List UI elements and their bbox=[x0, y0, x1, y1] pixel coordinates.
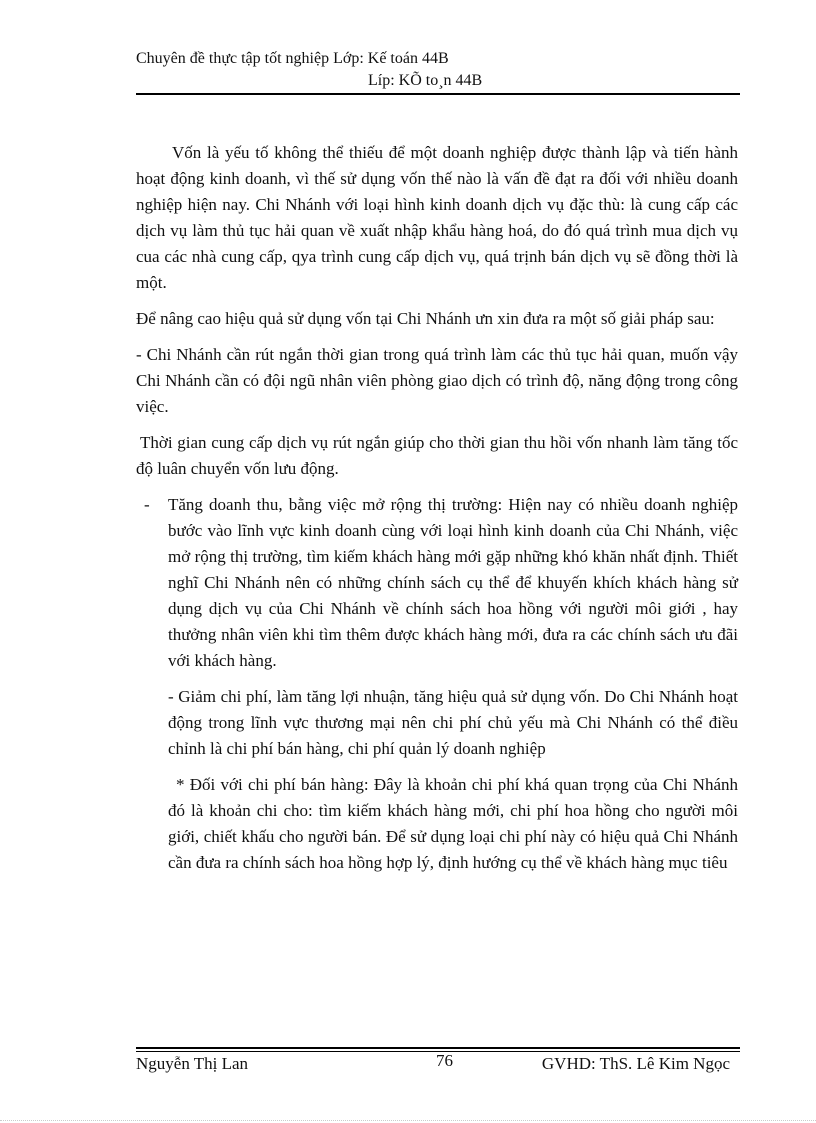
header-class-garbled: Líp: KÕ to¸n 44B bbox=[368, 72, 483, 89]
document-body bbox=[136, 140, 738, 886]
footer-rule bbox=[136, 1047, 740, 1049]
sub-block bbox=[136, 684, 738, 876]
paragraph-reduce-costs: - Giảm chi phí, làm tăng lợi nhuận, tăng hiệu quả sử dụng vốn. Do Chi Nhánh hoạt động trong lĩnh vực thương mại nên chi phí chủ yếu mà Chi Nhánh có thể điều chỉnh là chi phí bán hàng, chi phí quản lý doanh nghiệp bbox=[168, 687, 738, 758]
paragraph-solutions-lead: Để nâng cao hiệu quả sử dụng vốn tại Chi Nhánh ưn xin đưa ra một số giải pháp sau: bbox=[136, 309, 715, 328]
footer-author: Nguyễn Thị Lan bbox=[136, 1054, 249, 1073]
paragraph-capital-turnover: Thời gian cung cấp dịch vụ rút ngắn giúp cho thời gian thu hồi vốn nhanh làm tăng tốc độ luân chuyển vốn lưu động. bbox=[136, 433, 738, 478]
page-header bbox=[136, 48, 740, 92]
paragraph-sales-costs: * Đối với chi phí bán hàng: Đây là khoản chi phí khá quan trọng của Chi Nhánh đó là khoản chi cho: tìm kiếm khách hàng mới, chi phí hoa hồng cho người môi giới, chiết khấu cho người bán. Để sử dụng loại chi phí này có hiệu quả Chi Nhánh cần đưa ra chính sách hoa hồng hợp lý, định hướng cụ thể về khách hàng mục tiêu bbox=[168, 775, 738, 872]
page-footer bbox=[136, 1051, 740, 1078]
bullet-text: Tăng doanh thu, bằng việc mở rộng thị trường: Hiện nay có nhiều doanh nghiệp bước vào lĩnh vực kinh doanh cùng với loại hình kinh doanh của Chi Nhánh, việc mở rộng thị trường, tìm kiếm khách hàng mới gặp những khó khăn nhất định. Thiết nghĩ Chi Nhánh nên có những chính sách cụ thể để khuyến khích khách hàng sử dụng dịch vụ của Chi Nhánh về chính sách hoa hồng với người môi giới , hay thưởng nhân viên khi tìm thêm được khách hàng mới, đưa ra các chính sách ưu đãi với khách hàng. bbox=[168, 495, 738, 670]
bullet-dash: - bbox=[144, 495, 150, 514]
header-title: Chuyên đề thực tập tốt nghiệp Lớp: Kế toán 44B bbox=[136, 50, 449, 67]
paragraph-intro: Vốn là yếu tố không thể thiếu để một doanh nghiệp được thành lập và tiến hành hoạt động kinh doanh, vì thế sử dụng vốn thế nào là vấn đề đạt ra đối với nhiều doanh nghiệp hiện nay. Chi Nhánh với loại hình kinh doanh dịch vụ đặc thù: là cung cấp các dịch vụ làm thủ tục hải quan về xuất nhập khẩu hàng hoá, do đó quá trình mua dịch vụ cua các nhà cung cấp, qya trình cung cấp dịch vụ, quá trịnh bán dịch vụ sẽ đồng thời là một. bbox=[136, 143, 738, 292]
footer-advisor: GVHD: ThS. Lê Kim Ngọc bbox=[541, 1054, 730, 1073]
page-number: 76 bbox=[436, 1051, 453, 1070]
paragraph-shorten-time: - Chi Nhánh cần rút ngắn thời gian trong quá trình làm các thủ tục hải quan, muốn vậy Chi Nhánh cần có đội ngũ nhân viên phòng giao dịch có trình độ, năng động trong công việc. bbox=[136, 345, 738, 416]
bottom-dotted-line bbox=[0, 1120, 816, 1121]
bullet-increase-revenue bbox=[136, 492, 738, 674]
header-rule bbox=[136, 93, 740, 95]
